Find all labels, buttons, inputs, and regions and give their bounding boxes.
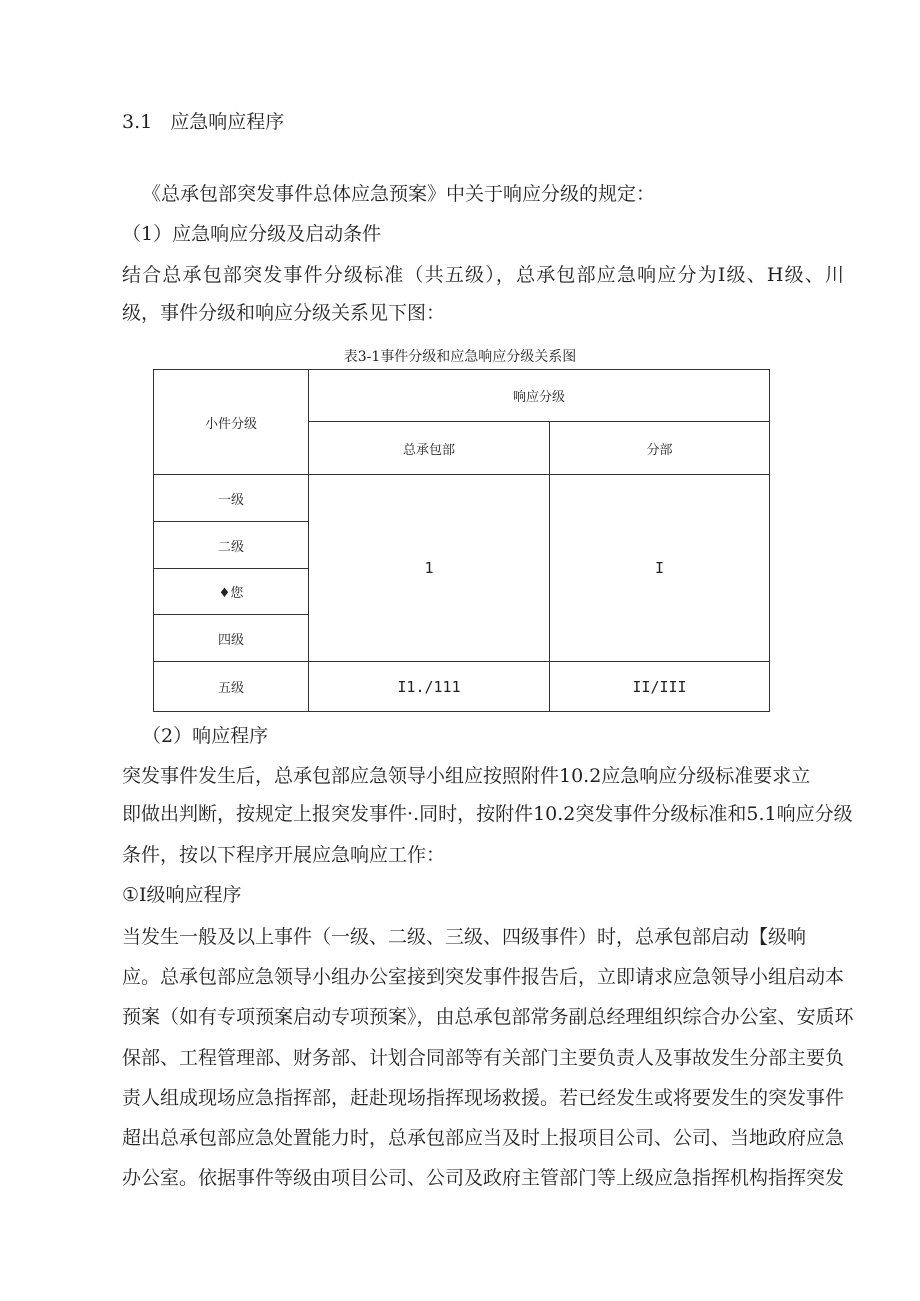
header-event-level: 小件分级 [154, 370, 309, 475]
merged-branch-cell: I [550, 475, 770, 662]
response-level-table [153, 369, 770, 712]
paragraph-3-line: 超出总承包部应急处置能力时，总承包部应当及时上报项目公司、公司、当地政府应急 [122, 1127, 845, 1149]
paragraph-2-line: 即做出判断，按规定上报突发事件·.同时，按附件10.2突发事件分级标准和5.1响应分级 [122, 803, 853, 825]
level-cell: 二级 [154, 522, 309, 569]
level-cell: 一级 [154, 475, 309, 522]
level-cell: ♦您 [154, 569, 309, 615]
paragraph-1-line-2: 级，事件分级和响应分级关系见下图： [122, 302, 446, 324]
intro-text: 《总承包部突发事件总体应急预案》中关于响应分级的规定： [142, 183, 656, 205]
subheading-1: （1）应急响应分级及启动条件 [122, 223, 382, 245]
paragraph-3-line: 办公室。依据事件等级由项目公司、公司及政府主管部门等上级应急指挥机构指挥突发 [122, 1167, 845, 1189]
section-heading [122, 110, 284, 134]
subheading-2: （2）响应程序 [142, 725, 269, 747]
paragraph-3-line: 责人组成现场应急指挥部，赶赴现场指挥现场救援。若已经发生或将要发生的突发事件 [122, 1087, 845, 1109]
paragraph-3-line: 应。总承包部应急领导小组办公室接到突发事件报告后，立即请求应急领导小组启动本 [122, 966, 845, 988]
subheading-3: ①I级响应程序 [122, 884, 242, 906]
header-branch: 分部 [550, 422, 770, 475]
level-cell: 五级 [154, 662, 309, 712]
section-title: 应急响应程序 [170, 111, 285, 133]
table-caption: 表3-1事件分级和应急响应分级关系图 [343, 349, 577, 365]
header-response-level: 响应分级 [309, 370, 770, 422]
paragraph-2-line: 条件，按以下程序开展应急响应工作： [122, 844, 446, 866]
paragraph-3-line: 保部、工程管理部、财务部、计划合同部等有关部门主要负责人及事故发生分部主要负 [122, 1047, 845, 1069]
level-cell: 四级 [154, 615, 309, 662]
paragraph-2-line: 突发事件发生后，总承包部应急领导小组应按照附件10.2应急响应分级标准要求立 [122, 765, 811, 787]
level5-branch-cell: II/III [550, 662, 770, 712]
merged-hq-cell: 1 [309, 475, 550, 662]
header-hq: 总承包部 [309, 422, 550, 475]
section-number: 3.1 [122, 111, 153, 133]
level5-hq-cell: I1./111 [309, 662, 550, 712]
paragraph-3-line: 当发生一般及以上事件（一级、二级、三级、四级事件）时，总承包部启动【级响 [122, 926, 807, 948]
paragraph-1-line-1: 结合总承包部突发事件分级标准（共五级），总承包部应急响应分为I级、H级、川 [122, 264, 844, 286]
paragraph-3-line: 预案（如有专项预案启动专项预案》，由总承包部常务副总经理组织综合办公室、安质环 [122, 1006, 854, 1028]
